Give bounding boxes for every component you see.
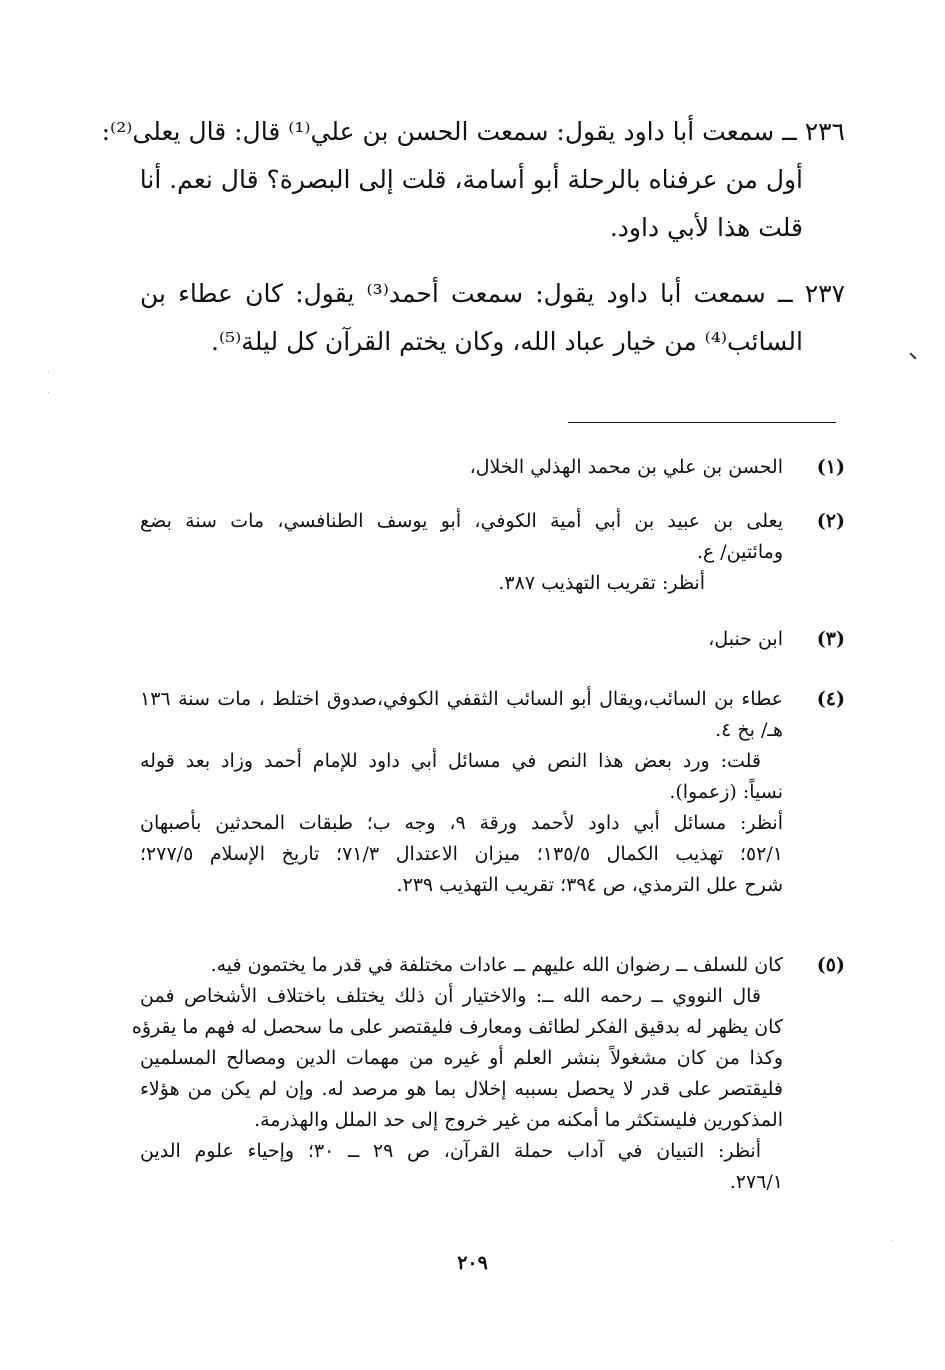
hadith-237 (140, 270, 845, 366)
hadith-line: قلت هذا لأبي داود. (609, 213, 803, 242)
hadith-line: ٢٣٦ ــ سمعت أبا داود يقول: سمعت الحسن بن علي⁽¹⁾ قال: قال يعلى⁽²⁾: (101, 117, 845, 146)
scan-speck (909, 352, 916, 359)
scan-dot (892, 1240, 893, 1241)
footnote-line: أنظر: التبيان في آداب حملة القرآن، ص ٢٩ ــ ٣٠؛ وإحياء علوم الدين (140, 1140, 762, 1162)
footnote-marker: (٤) (816, 688, 845, 710)
footnote-line: قال النووي ــ رحمه الله ــ: والاختيار أن ذلك يختلف باختلاف الأشخاص فمن (140, 985, 761, 1007)
page-number: ٢٠٩ (457, 1252, 488, 1274)
footnote-line: ومائتين/ ع. (696, 541, 783, 563)
footnote-2 (140, 506, 845, 599)
footnote-5 (131, 950, 845, 1198)
scan-dot (48, 372, 49, 373)
footnote-3 (140, 624, 845, 655)
footnote-line: فليقتصر على قدر لا يحصل بسببه إخلال بما هو مرصد له. وإن لم يكن من هؤلاء (140, 1078, 783, 1100)
footnote-line: وكذا من كان مشغولاً بنشر العلم أو غيره من مهمات الدين ومصالح المسلمين (140, 1047, 783, 1069)
footnote-separator (568, 422, 836, 423)
footnote-marker: (٥) (816, 954, 845, 976)
footnote-marker: (١) (816, 456, 845, 478)
footnote-line: هـ/ بخ ٤. (715, 719, 783, 741)
footnote-line: نسياً: (زعموا). (669, 781, 783, 803)
hadith-line: السائب⁽⁴⁾ من خيار عباد الله، وكان يختم القرآن كل ليلة⁽⁵⁾. (211, 327, 803, 356)
scan-dot (48, 392, 49, 393)
footnote-line: أنظر: تقريب التهذيب ٣٨٧. (498, 572, 705, 594)
footnote-line: ٥٢/١؛ تهذيب الكمال ١٣٥/٥؛ ميزان الاعتدال ٧١/٣؛ تاريخ الإسلام ٢٧٧/٥؛ (140, 843, 783, 865)
footnote-1 (140, 452, 845, 483)
footnote-marker: (٣) (816, 628, 845, 650)
footnote-line: عطاء بن السائب،ويقال أبو السائب الثقفي الكوفي،صدوق اختلط ، مات سنة ١٣٦ (140, 688, 783, 710)
footnote-line: شرح علل الترمذي، ص ٣٩٤؛ تقريب التهذيب ٢٣٩. (396, 874, 783, 896)
footnote-line: المذكورين فليستكثر ما أمكنه من غير خروج إلى حد الملل والهذرمة. (254, 1109, 783, 1131)
footnote-line: قلت: ورد بعض هذا النص في مسائل أبي داود للإمام أحمد وزاد بعد قوله (140, 750, 761, 772)
hadith-line: ٢٣٧ ــ سمعت أبا داود يقول: سمعت أحمد⁽³⁾ يقول: كان عطاء بن (140, 279, 846, 308)
footnote-line: الحسن بن علي بن محمد الهذلي الخلال، (469, 456, 783, 478)
footnote-line: كان للسلف ــ رضوان الله عليهم ــ عادات مختلفة في قدر ما يختمون فيه. (210, 954, 783, 976)
footnote-line: يعلى بن عبيد بن أبي أمية الكوفي، أبو يوسف الطنافسي، مات سنة بضع (140, 510, 783, 532)
hadith-line: أول من عرفناه بالرحلة أبو أسامة، قلت إلى البصرة؟ قال نعم. أنا (139, 165, 803, 194)
footnote-line: أنظر: مسائل أبي داود لأحمد ورقة ٩، وجه ب؛ طبقات المحدثين بأصبهان (140, 812, 783, 834)
footnote-marker: (٢) (816, 510, 845, 532)
footnote-4 (140, 684, 845, 901)
footnote-line: ٢٧٦/١. (729, 1171, 783, 1193)
footnote-line: كان يظهر له بدقيق الفكر لطائف ومعارف فليقتصر على ما سحصل له فهم ما يقرؤه (131, 1016, 783, 1038)
footnote-line: ابن حنبل، (708, 628, 783, 650)
hadith-236 (101, 108, 845, 252)
